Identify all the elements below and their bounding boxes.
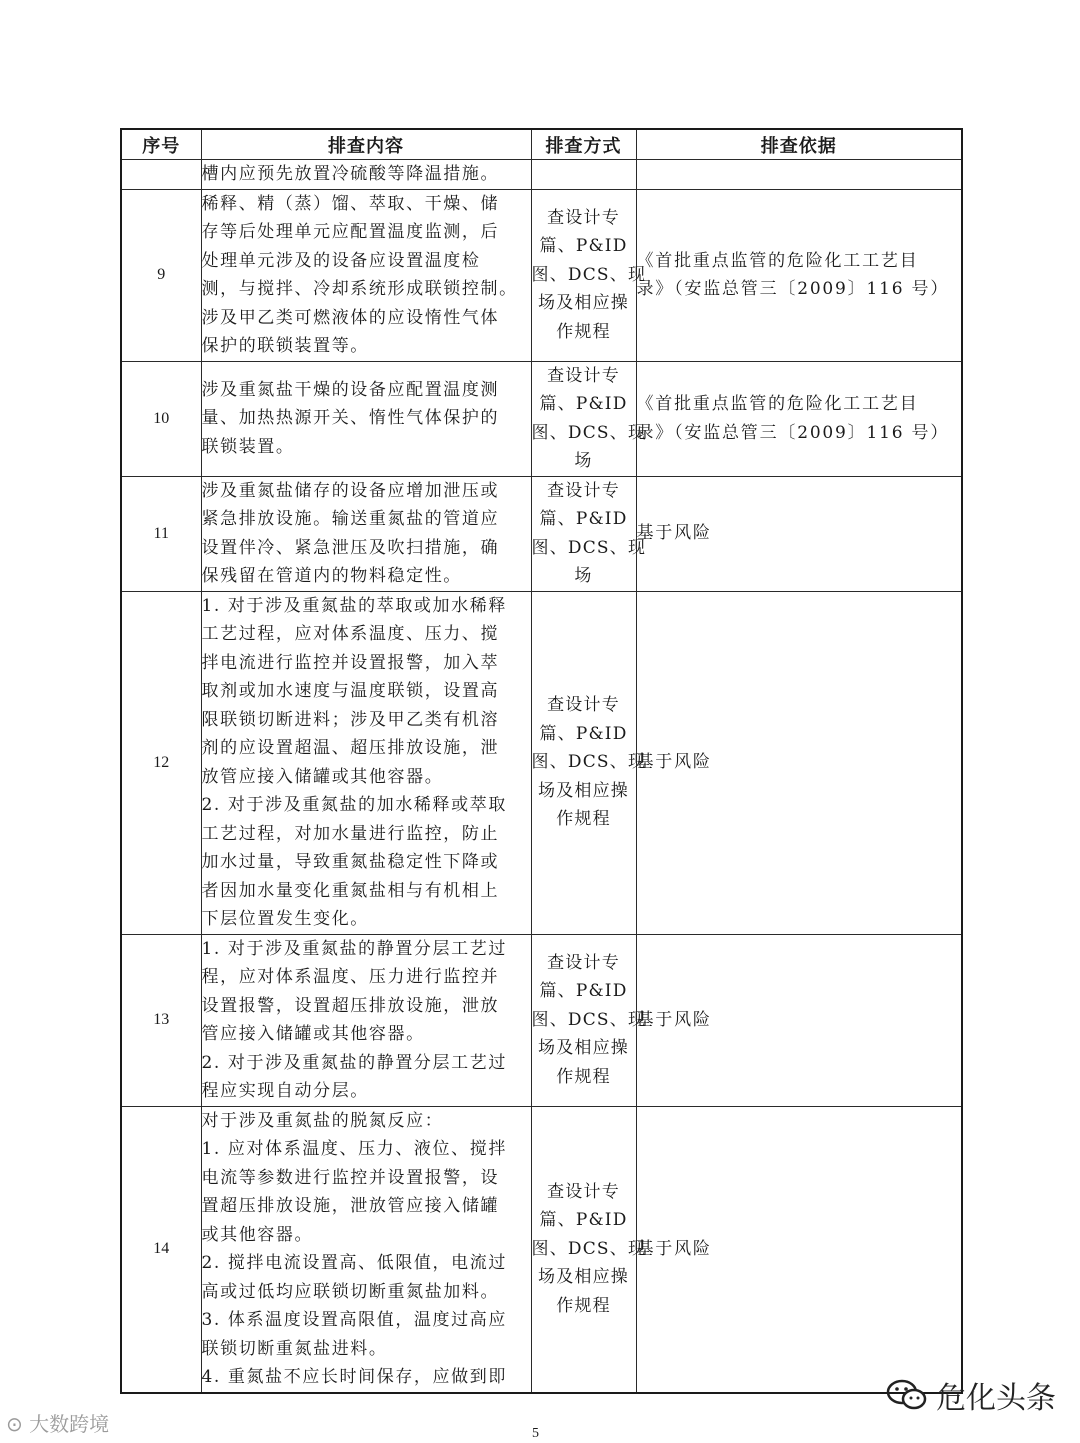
row-content-line: 涉及甲乙类可燃液体的应设惰性气体 [201, 307, 500, 328]
row-method [531, 476, 647, 591]
row-content-line: 限联锁切断进料；涉及甲乙类有机溶 [201, 709, 500, 730]
row-basis-line: 基于风险 [636, 523, 712, 544]
row-basis-line: 《首批重点监管的危险化工工艺目 [636, 394, 919, 414]
row-basis [636, 1106, 962, 1393]
row-method-line: 查设计专 [547, 365, 620, 386]
row-method-line: 查设计专 [547, 695, 620, 716]
row-method-line: 查设计专 [547, 952, 620, 973]
row-content-line: 1. 应对体系温度、压力、液位、搅拌 [201, 1139, 507, 1159]
row-content-line: 对于涉及重氮盐的脱氮反应： [201, 1110, 444, 1131]
row-content-line: 剂的应设置超温、超压排放设施，泄 [201, 738, 500, 758]
row-method-line: 篇、P&ID [539, 723, 628, 744]
table-row [121, 591, 962, 934]
row-method-line: 篇、P&ID [539, 981, 628, 1002]
row-method-line: 篇、P&ID [539, 1210, 628, 1231]
row-content-line: 存等后处理单元应配置温度监测，后 [201, 222, 500, 242]
row-number: 10 [121, 361, 201, 476]
row-method-line: 图、DCS、现 [531, 752, 647, 773]
row-method-line: 查设计专 [547, 1181, 620, 1202]
header-method: 排查方式 [531, 129, 636, 160]
row-basis-line: 基于风险 [636, 752, 712, 773]
row-content-line: 1. 对于涉及重氮盐的静置分层工艺过 [201, 938, 507, 959]
row-content-line: 工艺过程，应对体系温度、压力、搅 [201, 624, 500, 644]
row-method-line: 场及相应操 [538, 293, 629, 314]
row-method-line: 场 [574, 566, 593, 586]
row-method-line: 场 [574, 451, 593, 471]
row-content-line: 程，应对体系温度、压力进行监控并 [201, 967, 500, 987]
row-content-line: 拌电流进行监控并设置报警，加入萃 [201, 652, 500, 673]
header-seq: 序号 [121, 129, 201, 160]
table-header-row [121, 129, 962, 160]
row-basis [636, 361, 962, 476]
row-method-line: 场及相应操 [538, 780, 629, 801]
row-method [531, 189, 647, 361]
row-basis-line: 录》（安监总管三〔2009〕116 号） [636, 422, 950, 443]
row-method [531, 591, 647, 934]
row-method-line: 图、DCS、现 [531, 1009, 647, 1030]
camera-icon: ⊙ [6, 1412, 23, 1436]
row-content-line: 2. 搅拌电流设置高、低限值，电流过 [201, 1253, 507, 1273]
row-content-line: 保护的联锁装置等。 [201, 336, 369, 356]
row-content-line: 稀释、精（蒸）馏、萃取、干燥、储 [201, 193, 500, 214]
row-basis [636, 476, 962, 591]
row-method-line: 查设计专 [547, 207, 620, 228]
row-content-line: 电流等参数进行监控并设置报警，设 [201, 1167, 500, 1188]
row-content-line: 或其他容器。 [201, 1224, 314, 1245]
row-content-line: 紧急排放设施。输送重氮盐的管道应 [201, 509, 500, 529]
row-basis-line: 《首批重点监管的危险化工工艺目 [636, 250, 919, 271]
row-basis-line: 基于风险 [636, 1238, 712, 1259]
page-number: 5 [532, 1426, 539, 1441]
header-basis: 排查依据 [636, 129, 962, 160]
row-number: 13 [121, 934, 201, 1106]
table-row [121, 189, 962, 361]
row-method-line: 作规程 [556, 321, 611, 342]
row-method [531, 1106, 647, 1393]
row-content-line: 联锁切断重氮盐进料。 [201, 1338, 388, 1359]
row-method-line: 场及相应操 [538, 1267, 629, 1288]
row-method-line: 篇、P&ID [539, 394, 628, 414]
row-content [201, 934, 531, 1106]
table-row [121, 160, 962, 190]
row-content-line: 放管应接入储罐或其他容器。 [201, 766, 444, 787]
row-content-line: 者因加水量变化重氮盐相与有机相上 [201, 880, 500, 901]
row-method [531, 160, 636, 190]
row-basis-line: 基于风险 [636, 1009, 712, 1030]
table-row [121, 934, 962, 1106]
row-number: 11 [121, 476, 201, 591]
watermark-right: 危化头条 [886, 1373, 1056, 1417]
row-content-line: 2. 对于涉及重氮盐的静置分层工艺过 [201, 1052, 507, 1073]
table-row [121, 476, 962, 591]
row-content-line: 设置报警，设置超压排放设施，泄放 [201, 995, 500, 1016]
row-content-line: 1. 对于涉及重氮盐的萃取或加水稀释 [201, 595, 507, 616]
row-basis [636, 591, 962, 934]
row-content [201, 160, 531, 190]
row-content [201, 1106, 531, 1393]
header-content: 排查内容 [201, 129, 531, 160]
row-number: 12 [121, 591, 201, 934]
row-content-line: 涉及重氮盐干燥的设备应配置温度测 [201, 379, 500, 400]
row-basis [636, 934, 962, 1106]
row-content-line: 高或过低均应联锁切断重氮盐加料。 [201, 1281, 500, 1302]
row-content-line: 取剂或加水速度与温度联锁，设置高 [201, 681, 500, 701]
row-content [201, 591, 531, 934]
row-method-line: 图、DCS、现 [531, 422, 647, 443]
row-method-line: 作规程 [556, 1295, 611, 1316]
row-content [201, 476, 531, 591]
wechat-icon [886, 1378, 928, 1412]
row-number: 14 [121, 1106, 201, 1393]
row-method-line: 篇、P&ID [539, 236, 628, 257]
row-method-line: 图、DCS、现 [531, 264, 647, 285]
row-content-line: 保残留在管道内的物料稳定性。 [201, 566, 462, 586]
row-content-line: 4. 重氮盐不应长时间保存，应做到即 [201, 1367, 507, 1387]
row-content-line: 量、加热热源开关、惰性气体保护的 [201, 408, 500, 429]
row-content-line: 程应实现自动分层。 [201, 1081, 369, 1101]
row-content-line: 槽内应预先放置冷硫酸等降温措施。 [201, 164, 500, 184]
row-content-line: 涉及重氮盐储存的设备应增加泄压或 [201, 480, 500, 501]
row-method [531, 361, 647, 476]
row-method-line: 查设计专 [547, 480, 620, 501]
row-content-line: 测，与搅拌、冷却系统形成联锁控制。 [201, 279, 518, 299]
row-number: 9 [121, 189, 201, 361]
row-number [121, 160, 201, 190]
row-content-line: 下层位置发生变化。 [201, 909, 369, 929]
row-content-line: 联锁装置。 [201, 436, 295, 457]
row-content-line: 处理单元涉及的设备应设置温度检 [201, 250, 481, 271]
row-method-line: 图、DCS、现 [531, 1238, 647, 1259]
row-content-line: 加水过量，导致重氮盐稳定性下降或 [201, 852, 500, 872]
row-content-line: 置超压排放设施，泄放管应接入储罐 [201, 1196, 500, 1216]
row-basis [636, 189, 962, 361]
row-method-line: 作规程 [556, 809, 611, 830]
row-method-line: 篇、P&ID [539, 509, 628, 529]
row-method-line: 图、DCS、现 [531, 537, 647, 558]
row-method-line: 场及相应操 [538, 1038, 629, 1059]
inspection-table [120, 128, 963, 1394]
table-row [121, 361, 962, 476]
row-method [531, 934, 647, 1106]
row-content-line: 工艺过程，对加水量进行监控，防止 [201, 823, 500, 844]
watermark-left: ⊙ 大数跨境 [6, 1412, 110, 1436]
row-basis-line: 录》（安监总管三〔2009〕116 号） [636, 279, 950, 299]
row-basis [636, 160, 962, 190]
row-content [201, 361, 531, 476]
row-content-line: 设置伴冷、紧急泄压及吹扫措施，确 [201, 537, 500, 558]
row-content-line: 2. 对于涉及重氮盐的加水稀释或萃取 [201, 795, 507, 815]
table-row [121, 1106, 962, 1393]
row-content [201, 189, 531, 361]
row-content-line: 管应接入储罐或其他容器。 [201, 1024, 425, 1044]
row-method-line: 作规程 [556, 1066, 611, 1087]
row-content-line: 3. 体系温度设置高限值，温度过高应 [201, 1310, 507, 1330]
